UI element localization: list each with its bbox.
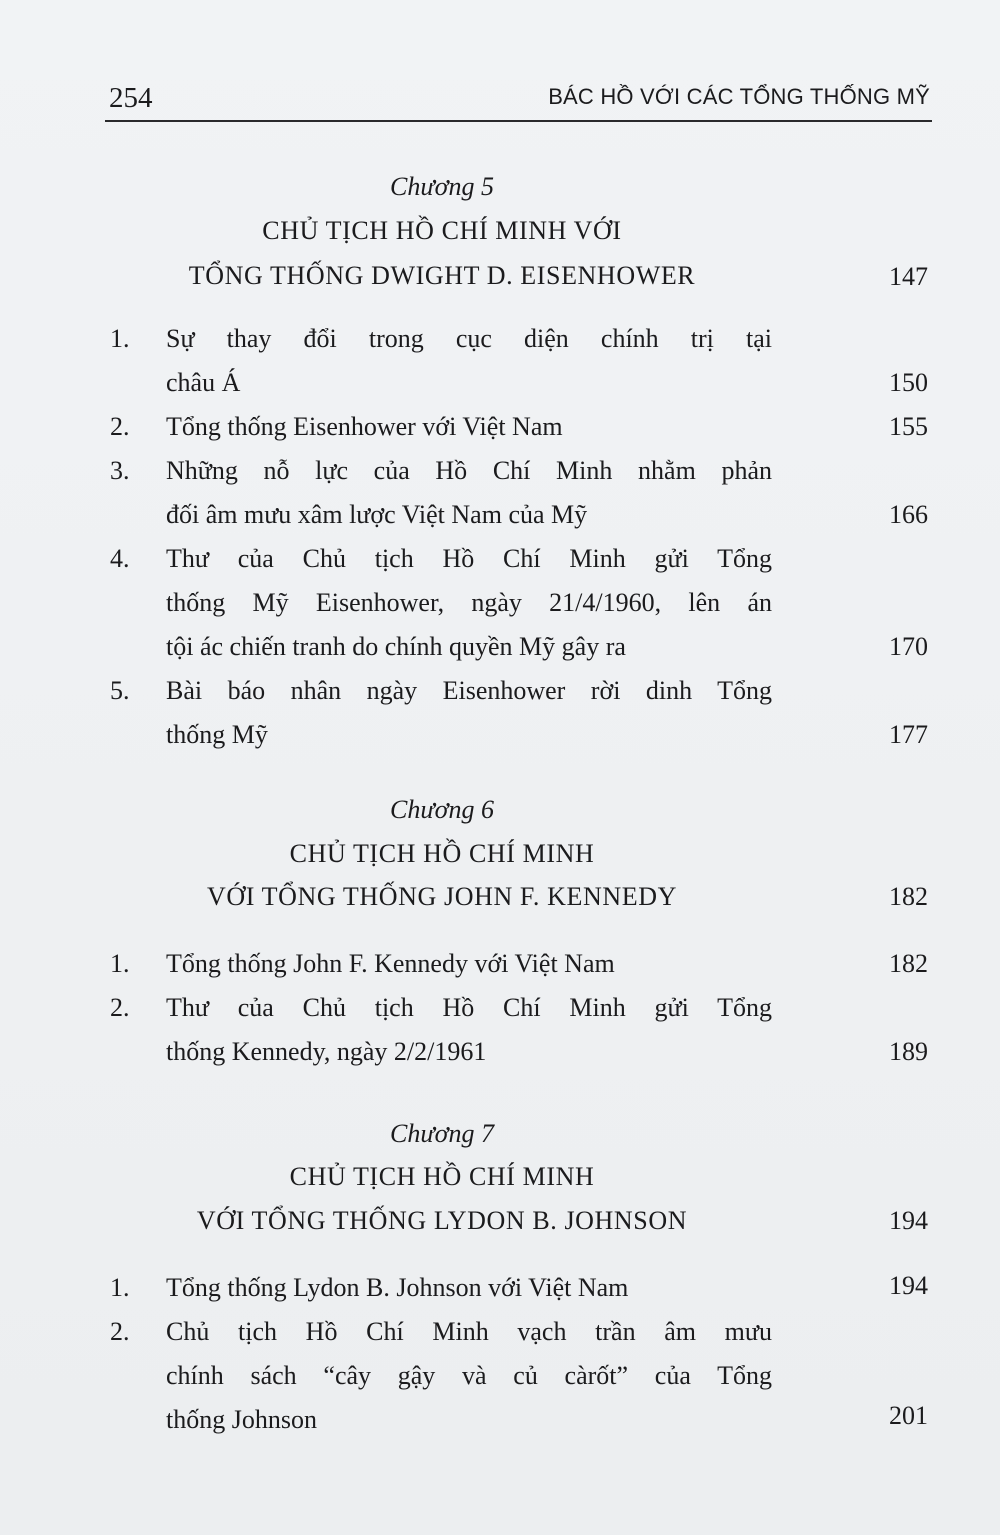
item-title-line: Sự thay đổi trong cục diện chính trị tại — [166, 324, 772, 353]
item-title-line: Bài báo nhân ngày Eisenhower rời dinh Tổng — [166, 676, 772, 705]
item-title-line: thống Mỹ Eisenhower, ngày 21/4/1960, lên án — [166, 588, 772, 617]
item-number: 3. — [110, 456, 130, 485]
item-title-line: Tổng thống Eisenhower với Việt Nam — [166, 412, 563, 441]
item-page-ref: 201 — [889, 1401, 928, 1430]
chapter-title-line: CHỦ TỊCH HỒ CHÍ MINH VỚI — [262, 216, 622, 245]
item-page-ref: 170 — [889, 632, 928, 661]
item-title-line: Thư của Chủ tịch Hồ Chí Minh gửi Tổng — [166, 993, 772, 1022]
item-title-line: Tổng thống Lydon B. Johnson với Việt Nam — [166, 1273, 629, 1302]
item-page-ref: 194 — [889, 1271, 928, 1300]
item-title-line: thống Johnson — [166, 1405, 317, 1434]
chapter-label: Chương 7 — [390, 1119, 494, 1148]
item-title-line: thống Mỹ — [166, 720, 268, 749]
chapter-title-line: VỚI TỔNG THỐNG JOHN F. KENNEDY — [207, 882, 677, 911]
item-page-ref: 177 — [889, 720, 928, 749]
item-title-line: Tổng thống John F. Kennedy với Việt Nam — [166, 949, 615, 978]
item-number: 2. — [110, 412, 130, 441]
item-title-line: Thư của Chủ tịch Hồ Chí Minh gửi Tổng — [166, 544, 772, 573]
item-title-line: thống Kennedy, ngày 2/2/1961 — [166, 1037, 487, 1066]
item-title-line: chính sách “cây gậy và củ càrốt” của Tổng — [166, 1361, 772, 1390]
item-title-line: đối âm mưu xâm lược Việt Nam của Mỹ — [166, 500, 588, 529]
header-rule — [105, 120, 932, 122]
item-title-line: Chủ tịch Hồ Chí Minh vạch trần âm mưu — [166, 1317, 772, 1346]
chapter-title-line: CHỦ TỊCH HỒ CHÍ MINH — [289, 839, 595, 868]
item-page-ref: 189 — [889, 1037, 928, 1066]
page-header — [107, 78, 930, 122]
chapter-title-line: TỔNG THỐNG DWIGHT D. EISENHOWER — [188, 261, 696, 290]
running-title: BÁC HỒ VỚI CÁC TỔNG THỐNG MỸ — [548, 84, 930, 109]
chapter-page-ref: 147 — [889, 262, 928, 291]
item-title-line: châu Á — [166, 368, 241, 397]
item-page-ref: 155 — [889, 412, 928, 441]
item-number: 4. — [110, 544, 130, 573]
page-number: 254 — [109, 82, 153, 114]
chapter-label: Chương 5 — [390, 172, 494, 201]
item-page-ref: 150 — [889, 368, 928, 397]
item-number: 2. — [110, 993, 130, 1022]
item-page-ref: 182 — [889, 949, 928, 978]
item-title-line: tội ác chiến tranh do chính quyền Mỹ gây ra — [166, 632, 626, 661]
item-page-ref: 166 — [889, 500, 928, 529]
chapter-page-ref: 182 — [889, 882, 928, 911]
chapter-page-ref: 194 — [889, 1206, 928, 1235]
chapter-title-line: CHỦ TỊCH HỒ CHÍ MINH — [289, 1162, 595, 1191]
chapter-title-line: VỚI TỔNG THỐNG LYDON B. JOHNSON — [196, 1206, 688, 1235]
item-number: 5. — [110, 676, 130, 705]
item-number: 1. — [110, 949, 130, 978]
item-number: 2. — [110, 1317, 130, 1346]
item-title-line: Những nỗ lực của Hồ Chí Minh nhằm phản — [166, 456, 772, 485]
item-number: 1. — [110, 324, 130, 353]
item-number: 1. — [110, 1273, 130, 1302]
chapter-label: Chương 6 — [390, 795, 494, 824]
